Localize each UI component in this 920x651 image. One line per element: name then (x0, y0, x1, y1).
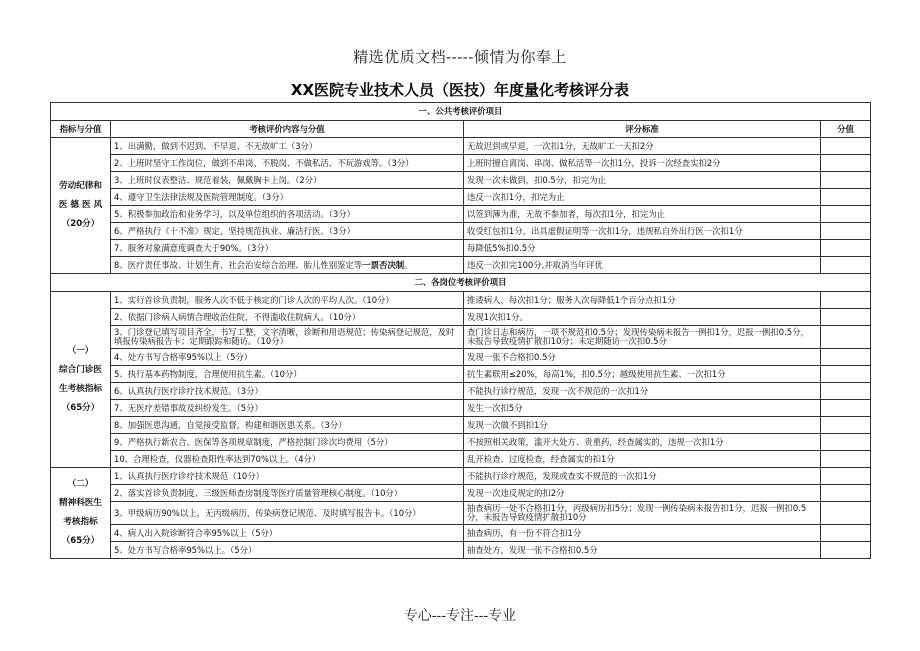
score-cell[interactable] (821, 502, 871, 525)
content-cell: 6、严格执行《十不准》规定，坚持规范执业、廉洁行医。（3分） (111, 223, 464, 240)
table-row (51, 292, 871, 309)
score-cell[interactable] (821, 206, 871, 223)
table-row (51, 189, 871, 206)
col-header-content: 考核评价内容与分值 (111, 121, 464, 138)
content-cell: 9、严格执行新农合、医保等各项规章制度，严格控制门诊次均费用（5分） (111, 434, 464, 451)
content-cell: 1、认真执行医疗诊疗技术规范（10分） (111, 468, 464, 485)
evaluation-table (50, 102, 871, 559)
score-cell[interactable] (821, 138, 871, 155)
category-line: （20分） (61, 219, 100, 229)
content-cell (111, 257, 464, 274)
criteria-cell: 推诿病人，每次扣1分；服务人次每降低1个百分点扣1分 (464, 292, 821, 309)
category-line: 劳动纪律和 (59, 181, 102, 191)
content-cell: 4、遵守卫生法律法规及医院管理制度。（3分） (111, 189, 464, 206)
content-cell: 4、病人出入院诊断符合率95%以上（5分） (111, 525, 464, 542)
content-cell: 5、处方书写合格率95%以上。（5分） (111, 542, 464, 559)
document-title: XX医院专业技术人员（医技）年度量化考核评分表 (290, 81, 630, 99)
score-cell[interactable] (821, 525, 871, 542)
criteria-cell: 不能执行诊疗规范，发现一次不规范的一次扣1分 (464, 383, 821, 400)
criteria-cell: 不按照相关政策，滥开大处方、贵重药，经查属实的，违规一次扣1分 (464, 434, 821, 451)
col-header-criteria: 评分标准 (464, 121, 821, 138)
col-header-score: 分值 (821, 121, 871, 138)
table-row (51, 468, 871, 485)
table-row (51, 155, 871, 172)
table-row (51, 326, 871, 349)
criteria-cell: 发现一次做不到扣1分 (464, 417, 821, 434)
content-cell: 2、依据门诊病人病情合理收治住院，不得滥收住院病人。（10分） (111, 309, 464, 326)
score-cell[interactable] (821, 349, 871, 366)
table-row (51, 525, 871, 542)
table-row (51, 257, 871, 274)
score-cell[interactable] (821, 485, 871, 502)
table-row (51, 138, 871, 155)
table-row (51, 400, 871, 417)
table-row (51, 240, 871, 257)
score-cell[interactable] (821, 400, 871, 417)
score-cell[interactable] (821, 417, 871, 434)
criteria-cell: 无故迟到或早退，一次扣1分，无故旷工一天扣2分 (464, 138, 821, 155)
score-cell[interactable] (821, 451, 871, 468)
score-cell[interactable] (821, 172, 871, 189)
content-cell: 2、上班时坚守工作岗位，做到不串岗、不脱岗、不做私活、不玩游戏等。（3分） (111, 155, 464, 172)
category-cell-psychiatry (51, 468, 111, 559)
table-row (51, 485, 871, 502)
category-line: （二） (67, 479, 94, 489)
criteria-cell: 乱开检查、过度检查，经查属实的扣1分 (464, 451, 821, 468)
content-cell: 3、上班时仪表整洁、规范着装，佩戴胸卡上岗。（2分） (111, 172, 464, 189)
category-line: 精神科医生 (59, 498, 102, 508)
score-cell[interactable] (821, 155, 871, 172)
criteria-cell: 每降低5%扣0.5分 (464, 240, 821, 257)
content-cell: 7、服务对象满意度调查大于90%。（3分） (111, 240, 464, 257)
category-line: 生考核指标 (59, 383, 102, 394)
content-cell: 4、处方书写合格率95%以上（5分） (111, 349, 464, 366)
criteria-cell: 发现1次扣1分。 (464, 309, 821, 326)
table-row (51, 206, 871, 223)
score-cell[interactable] (821, 542, 871, 559)
criteria-cell: 抗生素联用≤20%，每高1%，扣0.5分；越级使用抗生素、一次扣1分 (464, 366, 821, 383)
section-2-title: 二、各岗位考核评价项目 (51, 274, 871, 292)
criteria-cell: 以签到簿为准，无故不参加者，每次扣1分，扣完为止 (464, 206, 821, 223)
table-row (51, 502, 871, 525)
table-row (51, 366, 871, 383)
criteria-cell: 收受红包扣1分，出具虚假证明等一次扣1分，违规私自外出行医一次扣1分 (464, 223, 821, 240)
score-cell[interactable] (821, 326, 871, 349)
content-cell: 8、加强医患沟通，自觉接受监督，构建和谐医患关系。（3分） (111, 417, 464, 434)
criteria-cell: 发现一次违反规定的扣2分 (464, 485, 821, 502)
table-row (51, 309, 871, 326)
criteria-cell: 不能执行诊疗规范，发现或查实不规范的一次扣1分 (464, 468, 821, 485)
content-cell: 1、实行首诊负责制，服务人次不低于核定的门诊人次的平均人次。（10分） (111, 292, 464, 309)
column-header-row (51, 121, 871, 138)
score-cell[interactable] (821, 292, 871, 309)
score-cell[interactable] (821, 468, 871, 485)
table-row (51, 417, 871, 434)
section-row (51, 103, 871, 121)
content-tail: 。 (404, 259, 413, 270)
content-cell: 1、出满勤，做到不迟到、不早退、不无故旷工（3分） (111, 138, 464, 155)
content-cell: 2、落实首诊负责制度、三级医师查房制度等医疗质量管理核心制度。（10分） (111, 485, 464, 502)
score-cell[interactable] (821, 383, 871, 400)
category-cell-outpatient (51, 292, 111, 468)
score-cell[interactable] (821, 240, 871, 257)
content-cell: 5、执行基本药物制度，合理使用抗生素。（10分） (111, 366, 464, 383)
content-cell: 5、积极参加政治和业务学习，以及单位组织的各项活动。（3分） (111, 206, 464, 223)
criteria-cell: 上班时擅自离岗、串岗、做私活等一次扣1分，投诉一次经查实扣2分 (464, 155, 821, 172)
category-line: 综合门诊医 (59, 364, 102, 375)
page-footer: 专心---专注---专业 (403, 608, 517, 624)
content-cell: 3、门诊登记填写项目齐全，书写工整，文字清晰，诊断和用语规范；传染病登记规范，及时填报传染病报告卡；定期跟踪和随访。（10分） (111, 326, 464, 349)
category-line: 医 德 医 风 (58, 200, 103, 210)
table-row (51, 223, 871, 240)
category-cell-discipline (51, 138, 111, 274)
criteria-cell: 发现一次未做到，扣0.5分，扣完为止 (464, 172, 821, 189)
table-row (51, 542, 871, 559)
score-cell[interactable] (821, 189, 871, 206)
table-row (51, 172, 871, 189)
criteria-cell: 抽查病历一处不合格扣1分，丙级病历扣5分；发现一例传染病未报告扣1分，迟报一例扣0.5分，未报告导致疫情扩散扣10分 (464, 502, 821, 525)
criteria-cell: 抽查病历，有一份不符合扣1分 (464, 525, 821, 542)
category-line: （65分） (61, 402, 100, 413)
content-cell: 7、无医疗差错事故及纠纷发生。（5分） (111, 400, 464, 417)
score-cell[interactable] (821, 434, 871, 451)
section-row (51, 274, 871, 292)
category-line: （一） (67, 345, 94, 356)
score-cell[interactable] (821, 366, 871, 383)
score-cell[interactable] (821, 223, 871, 240)
criteria-cell: 违反一次扣完100分,并取消当年评优 (464, 257, 821, 274)
criteria-cell: 违反一次扣1分，扣完为止 (464, 189, 821, 206)
content-cell: 3、甲级病历90%以上，无丙级病历，传染病登记规范、及时填写报告卡。（10分） (111, 502, 464, 525)
criteria-cell: 查门诊日志和病历，一项不规范扣0.5分；发现传染病未报告一例扣1分，迟报一例扣0.5分，未报告导致疫情扩散扣10分；未定期随访一次扣0.5分 (464, 326, 821, 349)
score-cell[interactable] (821, 257, 871, 274)
veto-text: 一票否决制 (362, 259, 405, 270)
section-1-title: 一、公共考核评价项目 (51, 103, 871, 121)
table-row (51, 451, 871, 468)
page-header: 精选优质文档-----倾情为你奉上 (353, 48, 567, 66)
content-cell: 10、合理检查，仪器检查阳性率达到70%以上。（4分） (111, 451, 464, 468)
criteria-cell: 发现一张不合格扣0.5分 (464, 349, 821, 366)
table-row (51, 434, 871, 451)
table-row (51, 349, 871, 366)
col-header-indicator: 指标与分值 (51, 121, 111, 138)
category-line: 考核指标 (63, 517, 98, 527)
content-cell: 6、认真执行医疗诊疗技术规范。（3分） (111, 383, 464, 400)
table-row (51, 383, 871, 400)
criteria-cell: 抽查处方，发现一张不合格扣0.5分 (464, 542, 821, 559)
criteria-cell: 发生一次扣5分 (464, 400, 821, 417)
score-cell[interactable] (821, 309, 871, 326)
content-text: 8、医疗责任事故、计划生育、社会治安综合治理、胎儿性别鉴定等 (114, 259, 363, 270)
category-line: （65分） (61, 536, 100, 546)
